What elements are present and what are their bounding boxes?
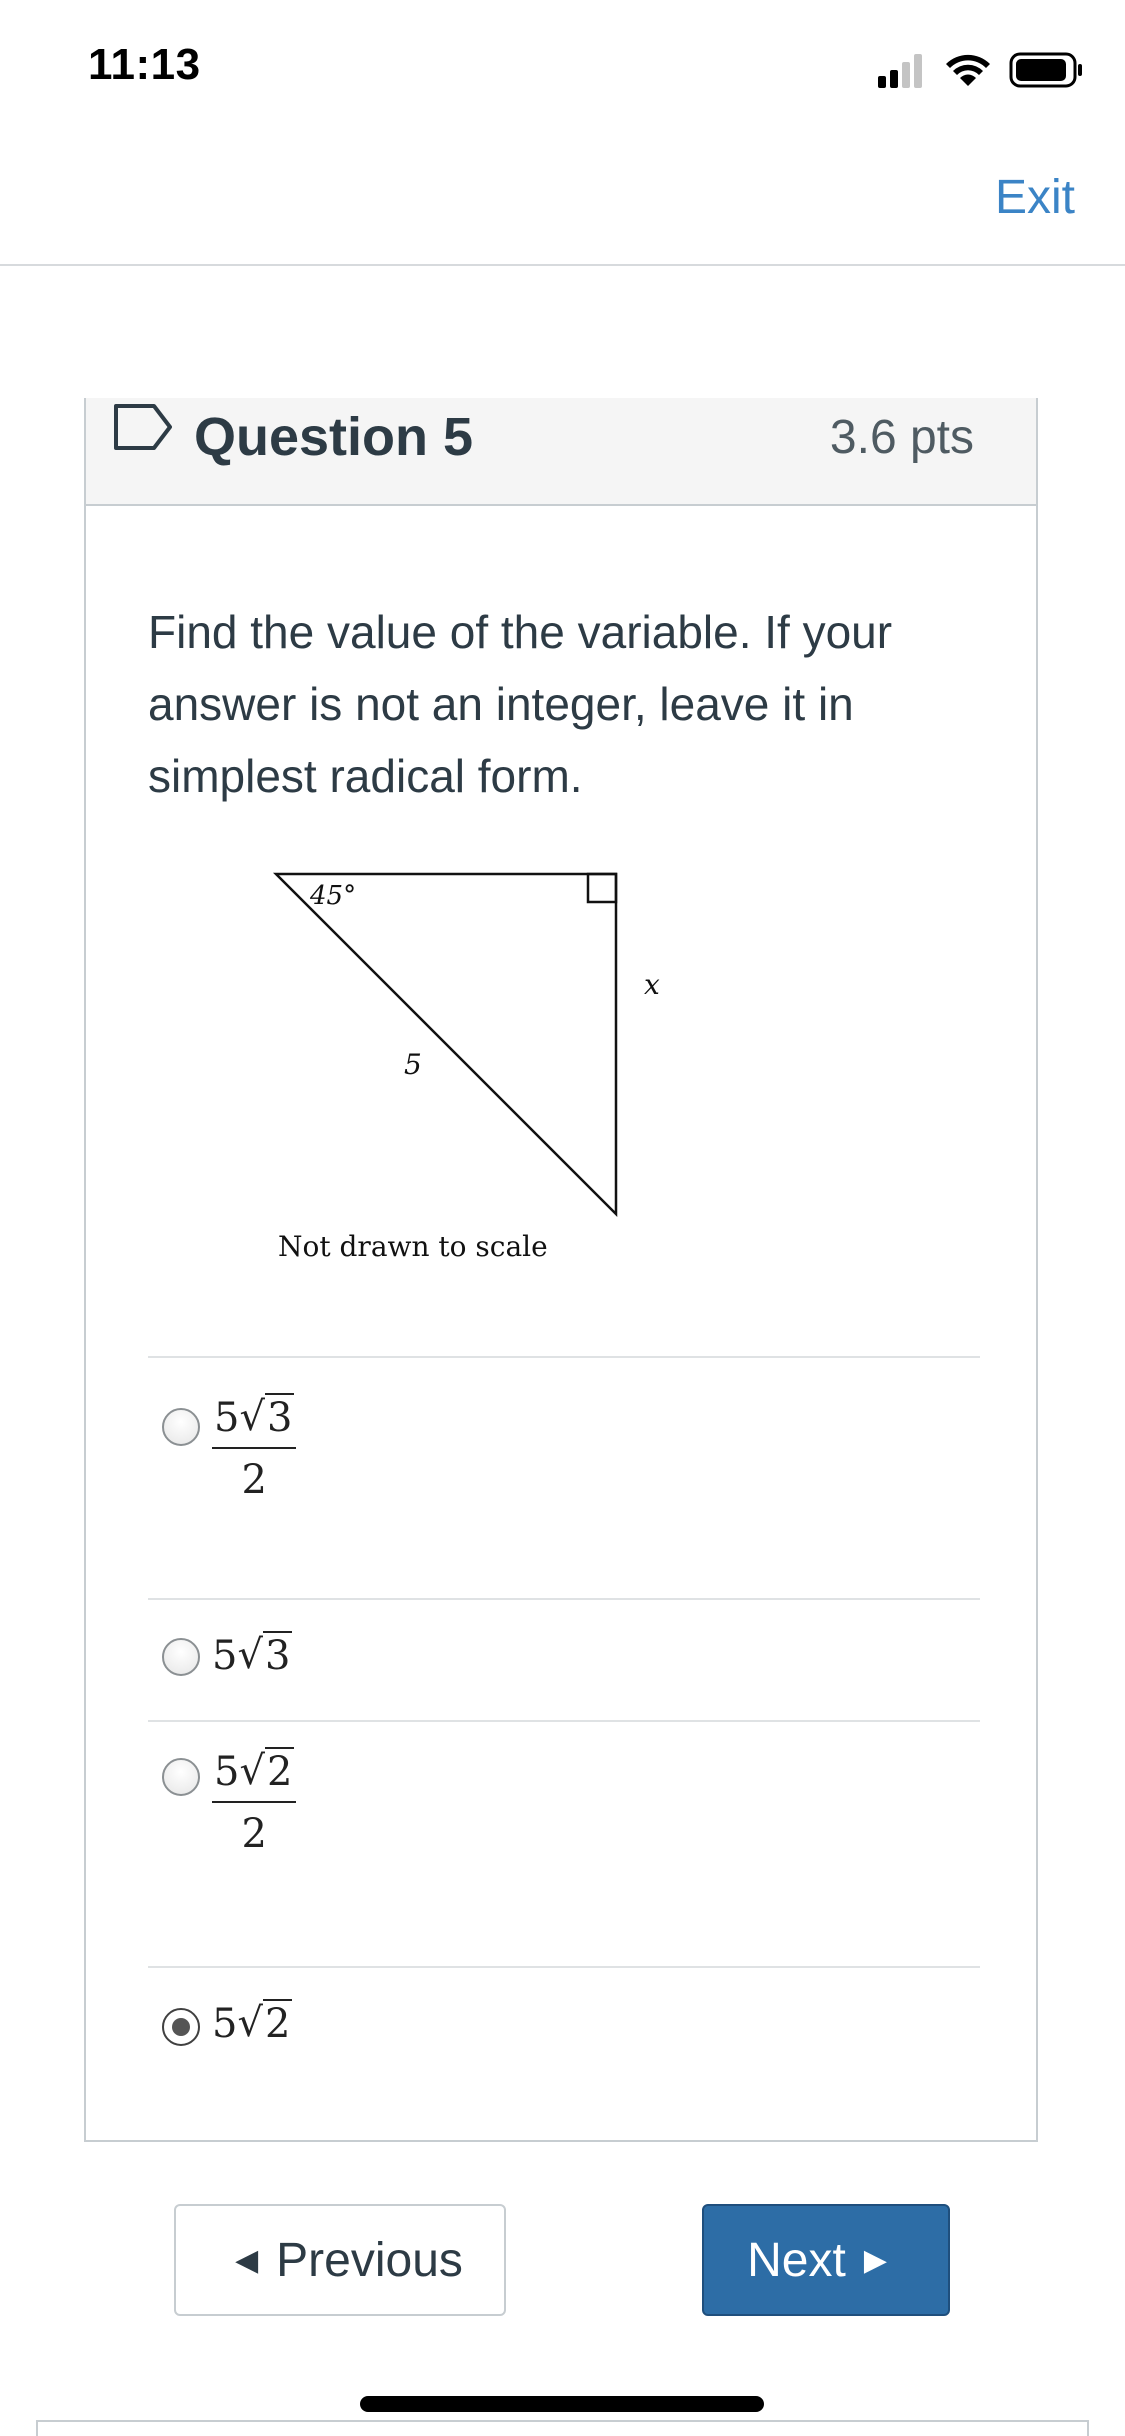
caret-left-icon: ◀ <box>235 2243 259 2277</box>
status-bar <box>0 0 1125 140</box>
next-button[interactable] <box>702 2204 950 2316</box>
answer-coef-4: 5 <box>212 2001 238 2047</box>
side-label: x <box>644 968 660 1001</box>
previous-label: Previous <box>276 2233 463 2287</box>
question-title: Question 5 <box>194 407 474 467</box>
answer-option-2[interactable] <box>148 1598 980 1720</box>
next-label: Next <box>747 2233 846 2287</box>
answer-coef-2: 5 <box>212 1633 238 1679</box>
answer-coef-1: 5 <box>214 1395 240 1441</box>
top-header <box>0 140 1125 266</box>
answer-option-3[interactable] <box>148 1720 980 1966</box>
status-time: 11:13 <box>88 40 201 89</box>
signal-icon <box>878 54 922 88</box>
triangle-shape <box>276 874 616 1214</box>
question-text: Find the value of the variable. If your answer is not an integer, leave it in simplest radical form. <box>148 606 893 802</box>
question-header <box>86 398 1036 506</box>
battery-icon <box>1011 54 1082 86</box>
question-card <box>84 398 1038 2142</box>
answer-radicand-3: 2 <box>266 1749 293 1795</box>
bottom-panel-edge <box>36 2420 1089 2436</box>
answer-option-4[interactable] <box>148 1966 980 2148</box>
answer-math-4: 5√2 <box>212 2000 291 2047</box>
exit-button[interactable]: Exit <box>994 171 1075 224</box>
status-icons <box>876 50 1086 90</box>
question-points: 3.6 pts <box>829 411 974 464</box>
answer-radicand-4: 2 <box>264 2001 291 2047</box>
answer-math-1: $\frac{5√3}{2}$ <box>212 1394 296 1503</box>
answer-denominator-3: 2 <box>241 1811 267 1857</box>
answer-radicand-2: 3 <box>264 1633 291 1679</box>
flag-question-icon[interactable] <box>112 402 174 452</box>
answer-math-2: 5√3 <box>212 1632 291 1679</box>
triangle-figure <box>266 864 726 1264</box>
hypotenuse-label: 5 <box>404 1048 422 1081</box>
answer-radio-3[interactable] <box>162 1758 200 1796</box>
right-angle-marker <box>588 874 616 902</box>
answer-radio-1[interactable] <box>162 1408 200 1446</box>
answer-radicand-1: 3 <box>266 1395 293 1441</box>
figure-caption: Not drawn to scale <box>278 1230 548 1263</box>
answer-list <box>148 1356 980 2148</box>
angle-label: 45° <box>310 881 357 911</box>
answer-denominator-1: 2 <box>241 1457 267 1503</box>
answer-radio-2[interactable] <box>162 1638 200 1676</box>
answer-radio-4[interactable] <box>162 2008 200 2046</box>
answer-coef-3: 5 <box>214 1749 240 1795</box>
previous-button[interactable] <box>174 2204 506 2316</box>
wifi-icon <box>946 55 990 86</box>
caret-right-icon: ▶ <box>863 2243 887 2277</box>
home-indicator[interactable] <box>360 2396 764 2412</box>
answer-math-3: $\frac{5√2}{2}$ <box>212 1748 296 1857</box>
answer-option-1[interactable] <box>148 1356 980 1598</box>
